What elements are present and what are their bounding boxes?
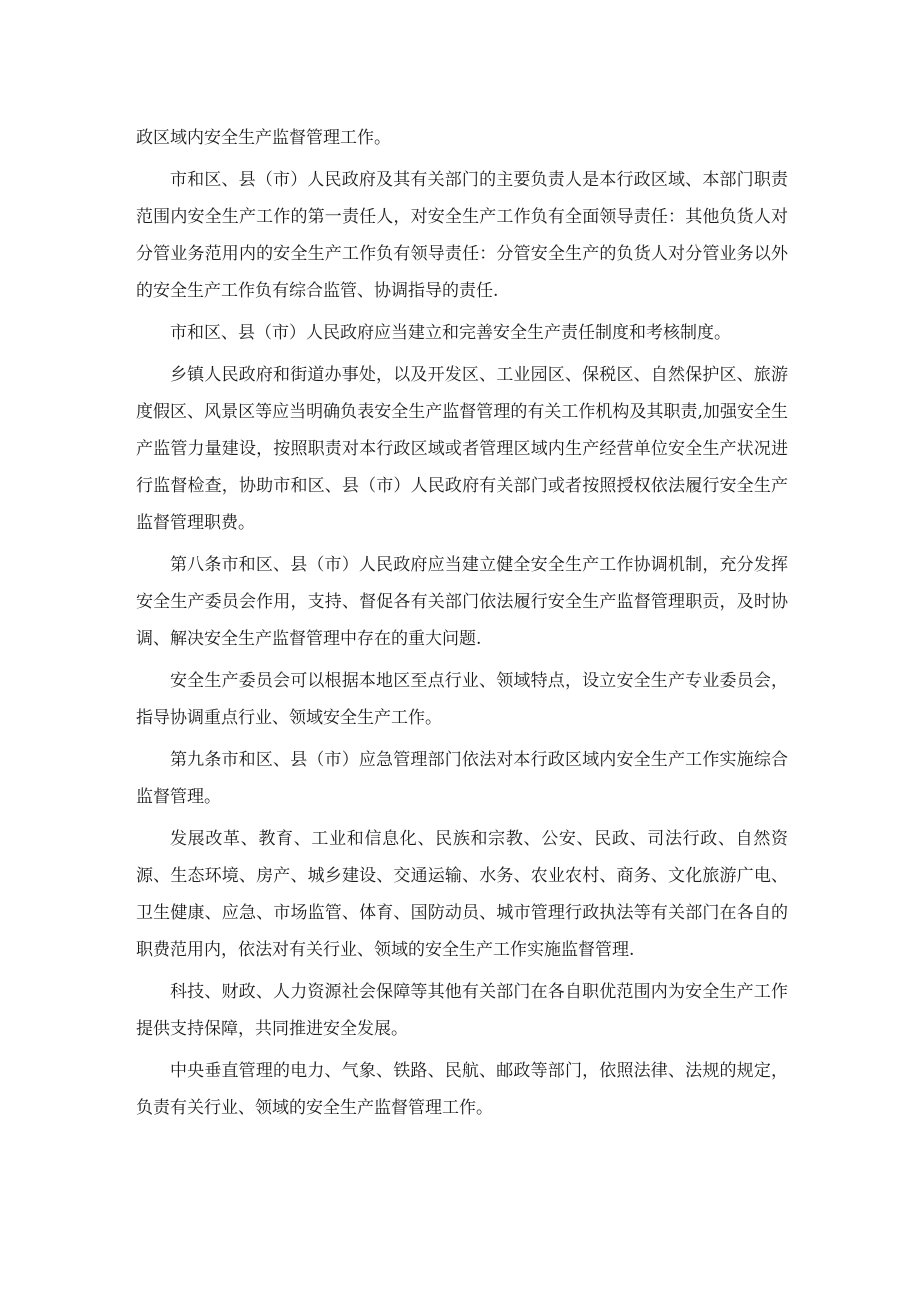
paragraph-central: 中央垂直管理的电力、气象、铁路、民航、邮政等部门，依照法律、法规的规定，负责有关行业、领域的安全生产监督管理工作。 — [136, 1061, 788, 1118]
document-page — [136, 120, 788, 1132]
paragraph-assessment: 市和区、县（市）人民政府应当建立和完善安全生产责任制度和考核制度。 — [170, 323, 731, 343]
paragraph-responsibility: 市和区、县（市）人民政府及其有关部门的主要负责人是本行政区域、本部门职责范围内安全生产工作的第一责任人，对安全生产工作负有全面领导责任：其他负货人对分管业务范用内的安全生产工作负有领导责任：分管安全生产的负货人对分管业务以外的安全生产工作负有综合监管、协调指导的责任. — [136, 170, 788, 301]
paragraph-departments: 发展改革、教育、工业和信息化、民族和宗教、公安、民政、司法行政、自然资源、生态环境、房产、城乡建设、交通运输、水务、农业农村、商务、文化旅游广电、卫生健康、应急、市场监管、体育、国防动员、城市管理行政执法等有关部门在各自的职费范用内，依法对有关行业、领域的安全生产工作实施监督管理. — [136, 829, 788, 960]
paragraph-township: 乡镇人民政府和街道办事处，以及开发区、工业园区、保税区、自然保护区、旅游度假区、风景区等应当明确负表安全生产监督管理的有关工作机构及其职责,加强安全生产监管力量建设，按照职责对本行政区域或者管理区域内生产经营单位安全生产状况进行监督检查，协助市和区、县（市）人民政府有关部门或者按照授权依法履行安全生产监督管理职费。 — [136, 365, 788, 533]
paragraph-committee: 安全生产委员会可以根据本地区至点行业、领域特点，设立安全生产专业委员会，指导协调重点行业、领域安全生产工作。 — [136, 671, 788, 728]
paragraph-article-9: 第九条市和区、县（市）应急管理部门依法对本行政区域内安全生产工作实施综合监督管理。 — [136, 750, 788, 807]
paragraph-article-8: 第八条市和区、县（市）人民政府应当建立健全安全生产工作协调机制，充分发挥安全生产委员会作用，支持、督促各有关部门依法履行安全生产监督管理职贡，及时协调、解决安全生产监督管理中存在的重大问题. — [136, 555, 788, 649]
paragraph-continuation: 政区域内安全生产监督管理工作。 — [136, 128, 391, 148]
paragraph-support: 科技、财政、人力资源社会保障等其他有关部门在各自职优范围内为安全生产工作提供支持保障，共同推进安全发展。 — [136, 982, 788, 1039]
